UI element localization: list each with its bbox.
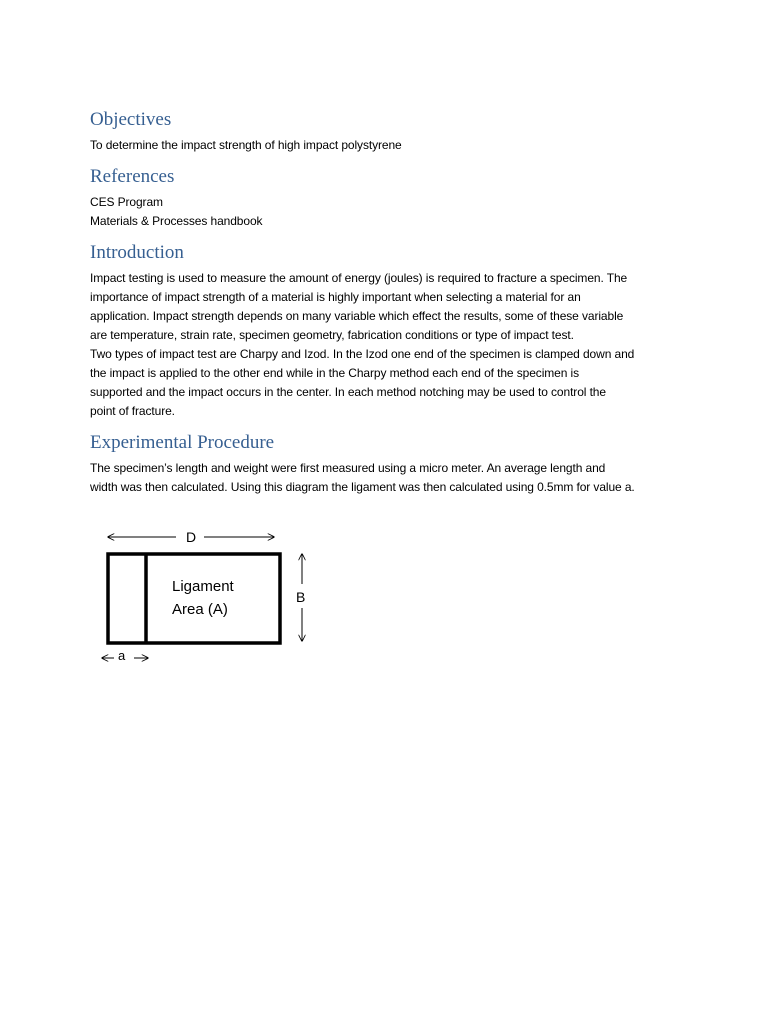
paragraph-line: are temperature, strain rate, specimen geometry, fabrication conditions or type of impact test. [90, 328, 574, 342]
paragraph-line: Two types of impact test are Charpy and Izod. In the Izod one end of the specimen is clamped down and [90, 347, 635, 361]
introduction-paragraph-1 [90, 269, 690, 345]
paragraph-line: the impact is applied to the other end while in the Charpy method each end of the specimen is [90, 366, 579, 380]
introduction-section [90, 241, 690, 421]
reference-item: Materials & Processes handbook [90, 214, 263, 228]
document-content [90, 108, 690, 507]
objectives-text: To determine the impact strength of high impact polystyrene [90, 138, 402, 152]
a-label: a [118, 648, 126, 663]
procedure-paragraph [90, 459, 690, 497]
procedure-heading: Experimental Procedure [90, 432, 275, 453]
ligament-diagram-svg [96, 524, 336, 674]
procedure-section [90, 431, 690, 497]
introduction-heading: Introduction [90, 242, 184, 263]
references-list [90, 193, 690, 231]
references-heading: References [90, 166, 175, 187]
references-section [90, 165, 690, 231]
paragraph-line: importance of impact strength of a material is highly important when selecting a material for an [90, 290, 581, 304]
introduction-paragraph-2 [90, 345, 690, 421]
objectives-heading: Objectives [90, 109, 172, 130]
paragraph-line: supported and the impact occurs in the center. In each method notching may be used to control the [90, 385, 606, 399]
area-label-line2: Area (A) [172, 601, 228, 618]
area-label-line1: Ligament [172, 578, 234, 595]
objectives-section [90, 108, 690, 155]
paragraph-line: The specimen’s length and weight were first measured using a micro meter. An average length and [90, 461, 606, 475]
paragraph-line: width was then calculated. Using this diagram the ligament was then calculated using 0.5mm for value a. [90, 480, 635, 494]
paragraph-line: Impact testing is used to measure the amount of energy (joules) is required to fracture a specimen. The [90, 271, 628, 285]
specimen-rectangle [108, 554, 280, 643]
paragraph-line: application. Impact strength depends on many variable which effect the results, some of these variable [90, 309, 624, 323]
d-label: D [186, 529, 197, 545]
paragraph-line: point of fracture. [90, 404, 175, 418]
reference-item: CES Program [90, 195, 163, 209]
ligament-diagram [96, 524, 336, 674]
b-label: B [296, 589, 306, 605]
